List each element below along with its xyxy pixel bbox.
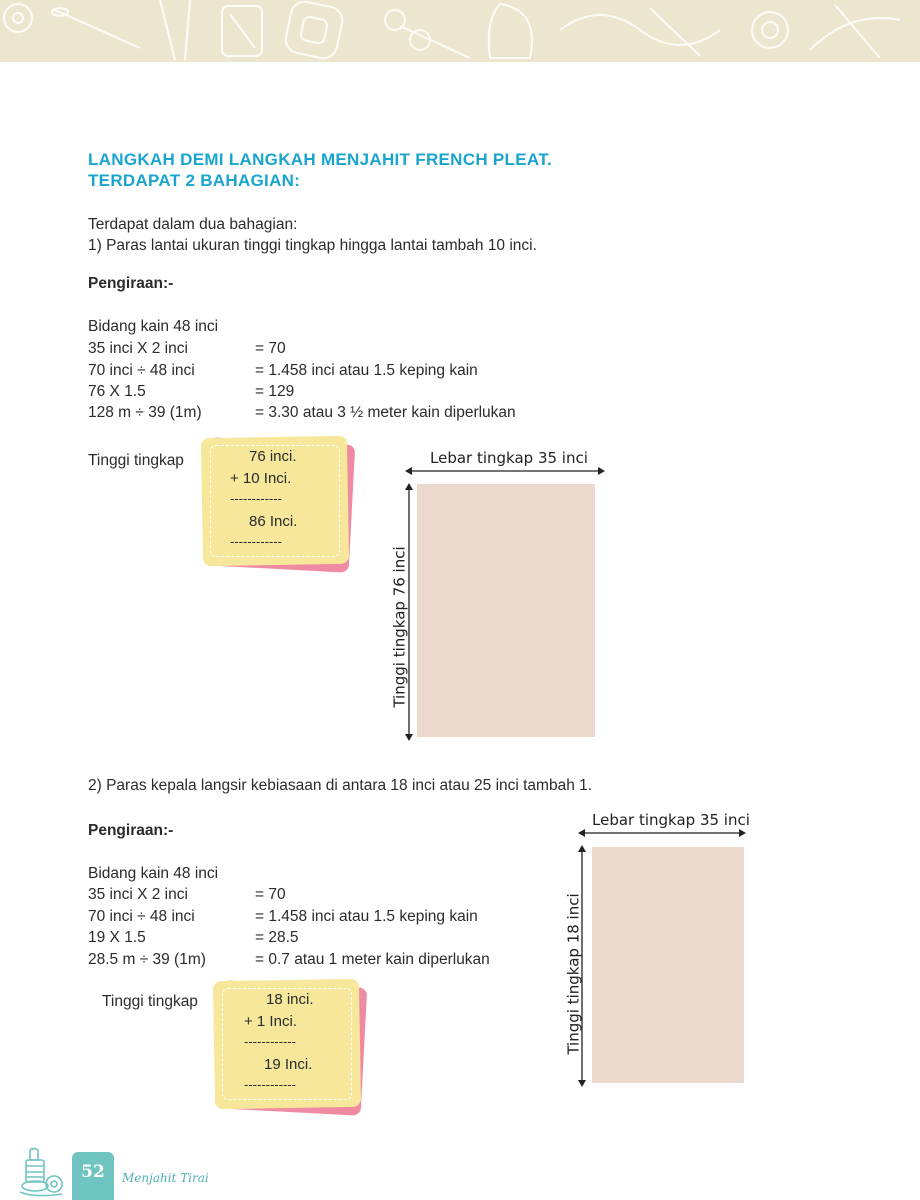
width-label-1: Lebar tingkap 35 inci xyxy=(430,449,588,467)
height-label-2: Tinggi tingkap 18 inci xyxy=(564,893,583,1055)
note-separator: ------------ xyxy=(230,534,282,549)
calc-row-left: 19 X 1.5 xyxy=(88,929,146,946)
tinggi-tingkap-label-2: Tinggi tingkap xyxy=(102,993,198,1010)
calc-row-right: = 1.458 inci atau 1.5 keping kain xyxy=(255,908,478,925)
calculation-label-2: Pengiraan:- xyxy=(88,822,174,839)
sticky-note-1 xyxy=(202,437,348,565)
fabric-width-1: Bidang kain 48 inci xyxy=(88,318,219,335)
note-value-b: + 10 Inci. xyxy=(230,470,292,487)
calc-row-right: = 70 xyxy=(255,886,286,903)
book-title: Menjahit Tirai xyxy=(122,1171,209,1185)
spool-icon xyxy=(14,1146,68,1200)
calc-row-right: = 3.30 atau 3 ½ meter kain diperlukan xyxy=(255,404,516,421)
calc-row-right: = 28.5 xyxy=(255,929,299,946)
calc-row-left: 70 inci ÷ 48 inci xyxy=(88,908,195,925)
heading-line-2: TERDAPAT 2 BAHAGIAN: xyxy=(88,171,301,190)
note-separator: ------------ xyxy=(244,1034,296,1049)
calc-row-left: 70 inci ÷ 48 inci xyxy=(88,362,195,379)
calc-row-left: 76 X 1.5 xyxy=(88,383,146,400)
tinggi-tingkap-label-1: Tinggi tingkap xyxy=(88,452,184,469)
note-result: 19 Inci. xyxy=(264,1056,313,1073)
calc-row-left: 28.5 m ÷ 39 (1m) xyxy=(88,951,206,968)
calc-row-right: = 1.458 inci atau 1.5 keping kain xyxy=(255,362,478,379)
note-separator: ------------ xyxy=(230,491,282,506)
note-value-b: + 1 Inci. xyxy=(244,1013,297,1030)
width-arrow-2 xyxy=(578,827,746,839)
window-rectangle-1 xyxy=(417,484,595,737)
width-arrow-1 xyxy=(405,465,605,477)
note-value-a: 76 inci. xyxy=(249,448,297,465)
fabric-width-2: Bidang kain 48 inci xyxy=(88,865,219,882)
section-heading xyxy=(88,149,552,191)
page-number: 52 xyxy=(81,1162,105,1182)
note-separator: ------------ xyxy=(244,1077,296,1092)
sticky-note-2 xyxy=(214,980,360,1108)
calc-row-left: 35 inci X 2 inci xyxy=(88,340,188,357)
calc-row-left: 128 m ÷ 39 (1m) xyxy=(88,404,202,421)
intro-line-1: Terdapat dalam dua bahagian: xyxy=(88,216,298,233)
sewing-tools-banner xyxy=(0,0,920,62)
calc-row-right: = 129 xyxy=(255,383,295,400)
calc-row-left: 35 inci X 2 inci xyxy=(88,886,188,903)
note-value-a: 18 inci. xyxy=(266,991,314,1008)
height-label-1: Tinggi tingkap 76 inci xyxy=(390,546,409,708)
calc-row-right: = 70 xyxy=(255,340,286,357)
heading-line-1: LANGKAH DEMI LANGKAH MENJAHIT FRENCH PLEAT. xyxy=(88,150,553,169)
part2-intro: 2) Paras kepala langsir kebiasaan di antara 18 inci atau 25 inci tambah 1. xyxy=(88,777,593,794)
note-result: 86 Inci. xyxy=(249,513,298,530)
calculation-label-1: Pengiraan:- xyxy=(88,275,174,292)
width-label-2: Lebar tingkap 35 inci xyxy=(592,811,750,829)
calc-row-right: = 0.7 atau 1 meter kain diperlukan xyxy=(255,951,490,968)
intro-line-2: 1) Paras lantai ukuran tinggi tingkap hingga lantai tambah 10 inci. xyxy=(88,237,537,254)
